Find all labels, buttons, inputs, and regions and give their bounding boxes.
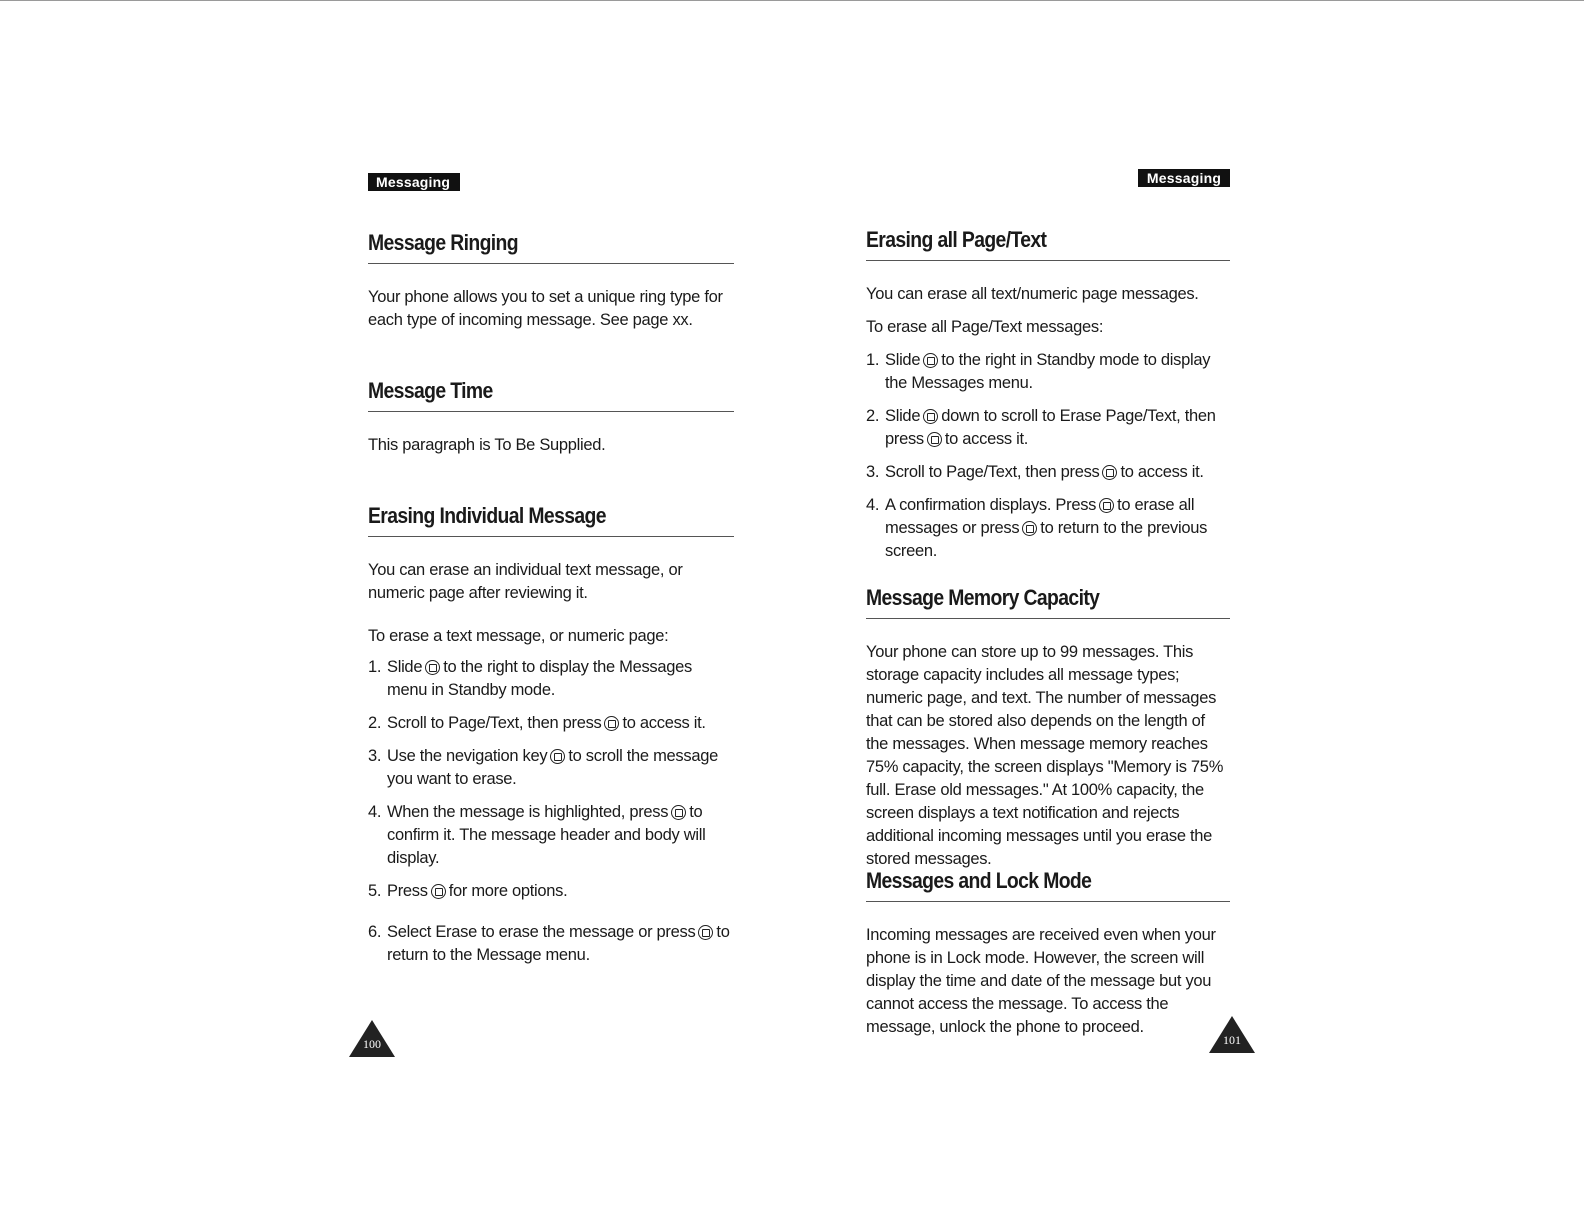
paragraph: To erase a text message, or numeric page: xyxy=(368,627,669,645)
title-rule xyxy=(368,536,734,537)
section-erasing-individual-message xyxy=(368,503,734,977)
page-number-badge-left xyxy=(348,1020,396,1058)
navigation-key-icon xyxy=(671,805,686,820)
paragraph: This paragraph is To Be Supplied. xyxy=(368,436,606,454)
page-number-badge-right xyxy=(1208,1016,1256,1054)
list-item: 1. Slide to the right to display the Messages menu in Standby mode. xyxy=(368,658,692,699)
navigation-key-icon xyxy=(550,749,565,764)
section-title: Messages and Lock Mode xyxy=(866,868,1092,893)
section-erasing-all-page-text xyxy=(866,227,1230,573)
top-border-line xyxy=(0,0,1584,1)
paragraph: Incoming messages are received even when your phone is in Lock mode. However, the screen will display the time and date of the message but you cannot access the message. To access the message, unlock the phone to proceed. xyxy=(866,926,1216,1036)
section-title: Message Time xyxy=(368,378,493,403)
section-title: Erasing all Page/Text xyxy=(866,227,1047,252)
section-message-ringing xyxy=(368,230,734,332)
list-item: 3. Scroll to Page/Text, then press to access it. xyxy=(866,463,1204,481)
list-item: 2. Slide down to scroll to Erase Page/Text, then press to access it. xyxy=(866,407,1216,448)
title-rule xyxy=(866,901,1230,902)
section-title: Erasing Individual Message xyxy=(368,503,606,528)
steps-list xyxy=(368,656,734,967)
list-item: 6. Select Erase to erase the message or press to return to the Message menu. xyxy=(368,923,730,964)
title-rule xyxy=(368,263,734,264)
list-item: 4. When the message is highlighted, press to confirm it. The message header and body will display. xyxy=(368,803,706,867)
section-title: Message Memory Capacity xyxy=(866,585,1100,610)
section-message-memory-capacity xyxy=(866,585,1230,871)
list-item: 5. Press for more options. xyxy=(368,882,568,900)
title-rule xyxy=(368,411,734,412)
section-tab: Messaging xyxy=(1138,169,1230,187)
page-number: 100 xyxy=(363,1037,381,1051)
paragraph: Your phone can store up to 99 messages. This storage capacity includes all message types; numeric page, and text. The number of messages that can be stored also depends on the length of the messages. When message memory reaches 75% capacity, the screen displays "Memory is 75% full. Erase old messages." At 100% capacity, the screen displays a text notification and rejects additional incoming messages until you erase the stored messages. xyxy=(866,643,1224,868)
navigation-key-icon xyxy=(923,353,938,368)
list-item: 2. Scroll to Page/Text, then press to access it. xyxy=(368,714,706,732)
list-item: 3. Use the nevigation key to scroll the message you want to erase. xyxy=(368,747,718,788)
section-messages-and-lock-mode xyxy=(866,868,1230,1039)
clear-key-icon xyxy=(1022,521,1037,536)
section-title: Message Ringing xyxy=(368,230,518,255)
navigation-key-icon xyxy=(604,716,619,731)
section-tab: Messaging xyxy=(368,173,460,191)
list-item: 1. Slide to the right in Standby mode to display the Messages menu. xyxy=(866,351,1211,392)
title-rule xyxy=(866,618,1230,619)
clear-key-icon xyxy=(698,925,713,940)
navigation-key-icon xyxy=(923,409,938,424)
paragraph: To erase all Page/Text messages: xyxy=(866,318,1104,336)
paragraph: You can erase an individual text message, or numeric page after reviewing it. xyxy=(368,561,683,602)
list-item: 4. A confirmation displays. Press to erase all messages or press to return to the previous screen. xyxy=(866,496,1208,560)
paragraph: Your phone allows you to set a unique ring type for each type of incoming message. See page xx. xyxy=(368,288,723,329)
steps-list xyxy=(866,349,1230,563)
paragraph: You can erase all text/numeric page messages. xyxy=(866,285,1199,303)
navigation-key-icon xyxy=(425,660,440,675)
section-message-time xyxy=(368,378,734,457)
list-key-icon xyxy=(431,884,446,899)
page-number: 101 xyxy=(1223,1033,1241,1047)
title-rule xyxy=(866,260,1230,261)
navigation-key-icon xyxy=(927,432,942,447)
navigation-key-icon xyxy=(1102,465,1117,480)
navigation-key-icon xyxy=(1099,498,1114,513)
